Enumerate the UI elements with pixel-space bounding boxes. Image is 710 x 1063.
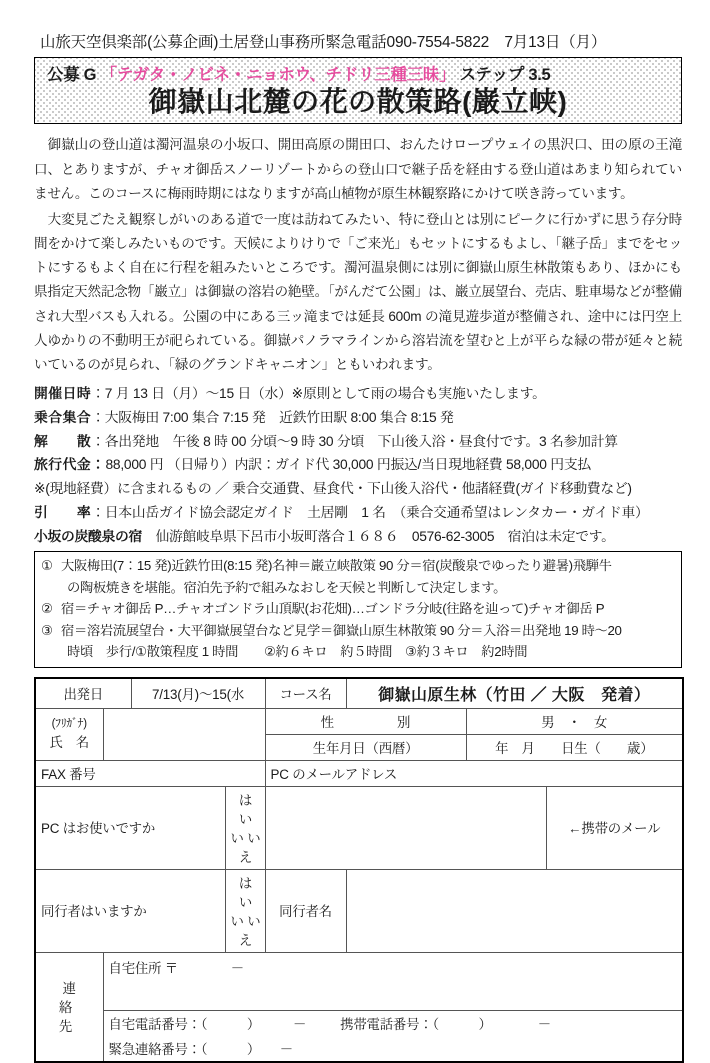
itinerary-continuation-1: の陶板焼きを堪能。宿泊先予約で組みなおしを天候と判断して決定します。 <box>67 579 507 595</box>
detail-label-guide: 引 率 <box>34 504 92 520</box>
detail-value-fee: 88,000 円 （日帰り）内訳：ガイド代 30,000 円振込/当日現地経費 58,000 円支払 <box>105 457 591 473</box>
detail-row-date <box>34 382 682 406</box>
form-label-fax[interactable]: FAX 番号 <box>35 760 265 786</box>
itinerary-item-3 <box>41 620 675 642</box>
itinerary-text-2: 宿＝チャオ御岳 P…チャオゴンドラ山頂駅(お花畑)…ゴンドラ分岐(往路を辿って)チャオ御岳 P <box>61 601 605 617</box>
itinerary-text-3: 宿＝溶岩流展望台・大平御嶽展望台など見学＝御嶽山原生林散策 90 分＝入浴＝出発地 19 時〜20 <box>61 622 622 638</box>
form-label-contact <box>35 952 103 1062</box>
form-label-birthdate: 生年月日（西暦） <box>265 734 466 760</box>
form-value-mobile-mail[interactable] <box>265 786 546 869</box>
form-value-pc-usage[interactable] <box>225 786 273 869</box>
detail-label-lodging: 小坂の炭酸泉の宿 <box>34 528 142 544</box>
detail-label-date: 開催日時 <box>34 386 92 402</box>
detail-row-lodging <box>34 525 682 549</box>
form-row-pc-usage <box>35 786 683 869</box>
detail-value-date: ：7 月 13 日（月）〜15 日（水）※原則として雨の場合も実施いたします。 <box>91 386 546 402</box>
form-label-gender-text: 性 別 <box>320 714 423 730</box>
itinerary-item-1 <box>41 555 675 577</box>
itinerary-continuation-3: 時頃 歩行/①散策程度 1 時間 ②約６キロ 約５時間 ③約３キロ 約2時間 <box>67 644 528 660</box>
detail-row-dismissal <box>34 430 682 454</box>
form-pc-usage-options: は い いいえ <box>230 792 273 865</box>
form-label-gender <box>265 708 466 734</box>
form-label-pc-usage: PC はお使いですか <box>35 786 225 869</box>
form-label-departure-date: 出発日 <box>35 678 131 709</box>
form-label-home-address[interactable]: 自宅住所 〒 － <box>103 952 683 1010</box>
form-row-address <box>35 952 683 1010</box>
itinerary-text-1: 大阪梅田(7：15 発)近鉄竹田(8:15 発)名神＝巌立峡散策 90 分＝宿(炭酸泉でゆったり避暑)飛騨牛 <box>61 558 612 574</box>
form-value-course-name[interactable]: 御嶽山原生林（竹田 ／ 大阪 発着） <box>346 678 683 709</box>
detail-row-fee <box>34 453 682 477</box>
page-title: 御嶽山北麓の花の散策路(巌立峡) <box>148 86 568 117</box>
detail-label-meeting: 乗合集合 <box>34 409 92 425</box>
form-row-departure <box>35 678 683 709</box>
detail-row-includes-note: ※(現地経費）に含まれるもの ／ 乗合交通費、昼食代・下山後入浴代・他諸経費(ガイド移動費など) <box>34 481 632 497</box>
description-body <box>34 133 682 377</box>
form-value-departure-date[interactable]: 7/13(月)〜15(水 <box>131 678 265 709</box>
form-value-gender[interactable]: 男 ・ 女 <box>466 708 683 734</box>
banner-subtitle-highlight: 「テガタ・ノビネ・ニョホウ、チドリ三種三昧」 <box>100 66 456 84</box>
form-value-companion-name[interactable] <box>346 869 683 952</box>
form-companion-options: は い いいえ <box>230 875 273 948</box>
form-label-home-mobile-phone[interactable] <box>103 1010 683 1036</box>
tour-details <box>34 382 682 548</box>
detail-label-fee: 旅行代金： <box>34 457 106 473</box>
organization-header-line: 山旅天空倶楽部(公募企画)土居登山事務所緊急電話090-7554-5822 7月13日（月） <box>40 34 607 51</box>
itinerary-number-2: ② <box>41 601 53 617</box>
form-label-companion-name: 同行者名 <box>265 869 346 952</box>
form-note-mobile-mail: ←携帯のメール <box>546 786 683 869</box>
form-row-fax-mail <box>35 760 683 786</box>
form-row-phones <box>35 1010 683 1036</box>
form-label-name <box>35 708 103 760</box>
form-value-name[interactable] <box>103 708 265 760</box>
form-label-pc-mail[interactable]: PC のメールアドレス <box>265 760 683 786</box>
itinerary-box <box>34 551 682 668</box>
paragraph-2: 大変見ごたえ観察しがいのある道で一度は訪ねてみたい、特に登山とは別にピークに行かずに思う存分時間をかけて楽しみたいものです。天候によりけりで「ご来光」もセットにするもよし、「継子岳」までをセットにするもよく自在に行程を組みたいところです。濁河温泉側には別に御嶽山原生林散策もあり、ほかにも県指定天然記念物「巌立」は御嶽の溶岩の絶壁。「がんだて公園」は、巌立展望台、売店、駐車場などが整備され大型バスも入れる。公園の中にある三ッ滝までは延長 600m の滝見遊歩道が整備され、途中には円空上人ゆかりの不動明王が祀られている。御嶽パノラマラインから溶岩流を望むと上が平らな緑の帯が延々と続いているのが見られ、「緑のグランドキャニオン」ともいわれます。 <box>34 211 682 373</box>
form-label-emergency-phone[interactable]: 緊急連絡番号：（ ） － <box>103 1036 683 1062</box>
detail-label-dismissal: 解 散 <box>34 433 92 449</box>
title-banner <box>34 57 682 124</box>
form-label-mobile-phone: 携帯電話番号：（ ） － <box>340 1016 551 1032</box>
detail-value-lodging: 仙游館岐阜県下呂市小坂町落合１６８６ 0576-62-3005 宿泊は未定です。 <box>141 528 615 544</box>
itinerary-item-2 <box>41 598 675 620</box>
banner-subtitle-prefix: 公募 G <box>47 66 101 84</box>
detail-value-meeting: ：大阪梅田 7:00 集合 7:15 発 近鉄竹田駅 8:00 集合 8:15 発 <box>91 409 454 425</box>
detail-row-guide <box>34 501 682 525</box>
itinerary-number-3: ③ <box>41 622 53 638</box>
paragraph-1: 御嶽山の登山道は濁河温泉の小坂口、開田高原の開田口、おんたけロープウェイの黒沢口、田の原の王滝口、とありますが、チャオ御岳スノーリゾートからの登山口で継子岳を経由する登山道はあまり知られていません。このコースに梅雨時期にはなりますが高山植物が原生林観察路にかけて咲き誇っています。 <box>34 137 682 201</box>
itinerary-number-1: ① <box>41 558 53 574</box>
application-form-table <box>34 677 684 1063</box>
form-label-contact-text: 連 絡 先 <box>58 981 105 1035</box>
form-row-furigana-gender <box>35 708 683 734</box>
form-label-name-text: 氏 名 <box>49 734 90 750</box>
banner-subtitle-suffix: ステップ 3.5 <box>455 66 551 84</box>
form-value-birthdate[interactable]: 年 月 日生（ 歳） <box>466 734 683 760</box>
form-row-emergency-phone <box>35 1036 683 1062</box>
detail-value-dismissal: ：各出発地 午後 8 時 00 分頃〜9 時 30 分頃 下山後入浴・昼食付です。3 名参加計算 <box>91 433 618 449</box>
form-value-companion[interactable] <box>225 869 273 952</box>
form-label-companion: 同行者はいますか <box>35 869 225 952</box>
form-label-course-name: コース名 <box>265 678 346 709</box>
banner-subtitle <box>35 61 681 85</box>
form-label-home-phone: 自宅電話番号：（ ） － <box>108 1016 307 1032</box>
form-label-furigana: (ﾌﾘｶﾞﾅ) <box>51 717 87 730</box>
form-row-companion <box>35 869 683 952</box>
detail-row-meeting <box>34 406 682 430</box>
detail-value-guide: ：日本山岳ガイド協会認定ガイド 土居剛 1 名 （乗合交通希望はレンタカー・ガイド車） <box>91 504 649 520</box>
